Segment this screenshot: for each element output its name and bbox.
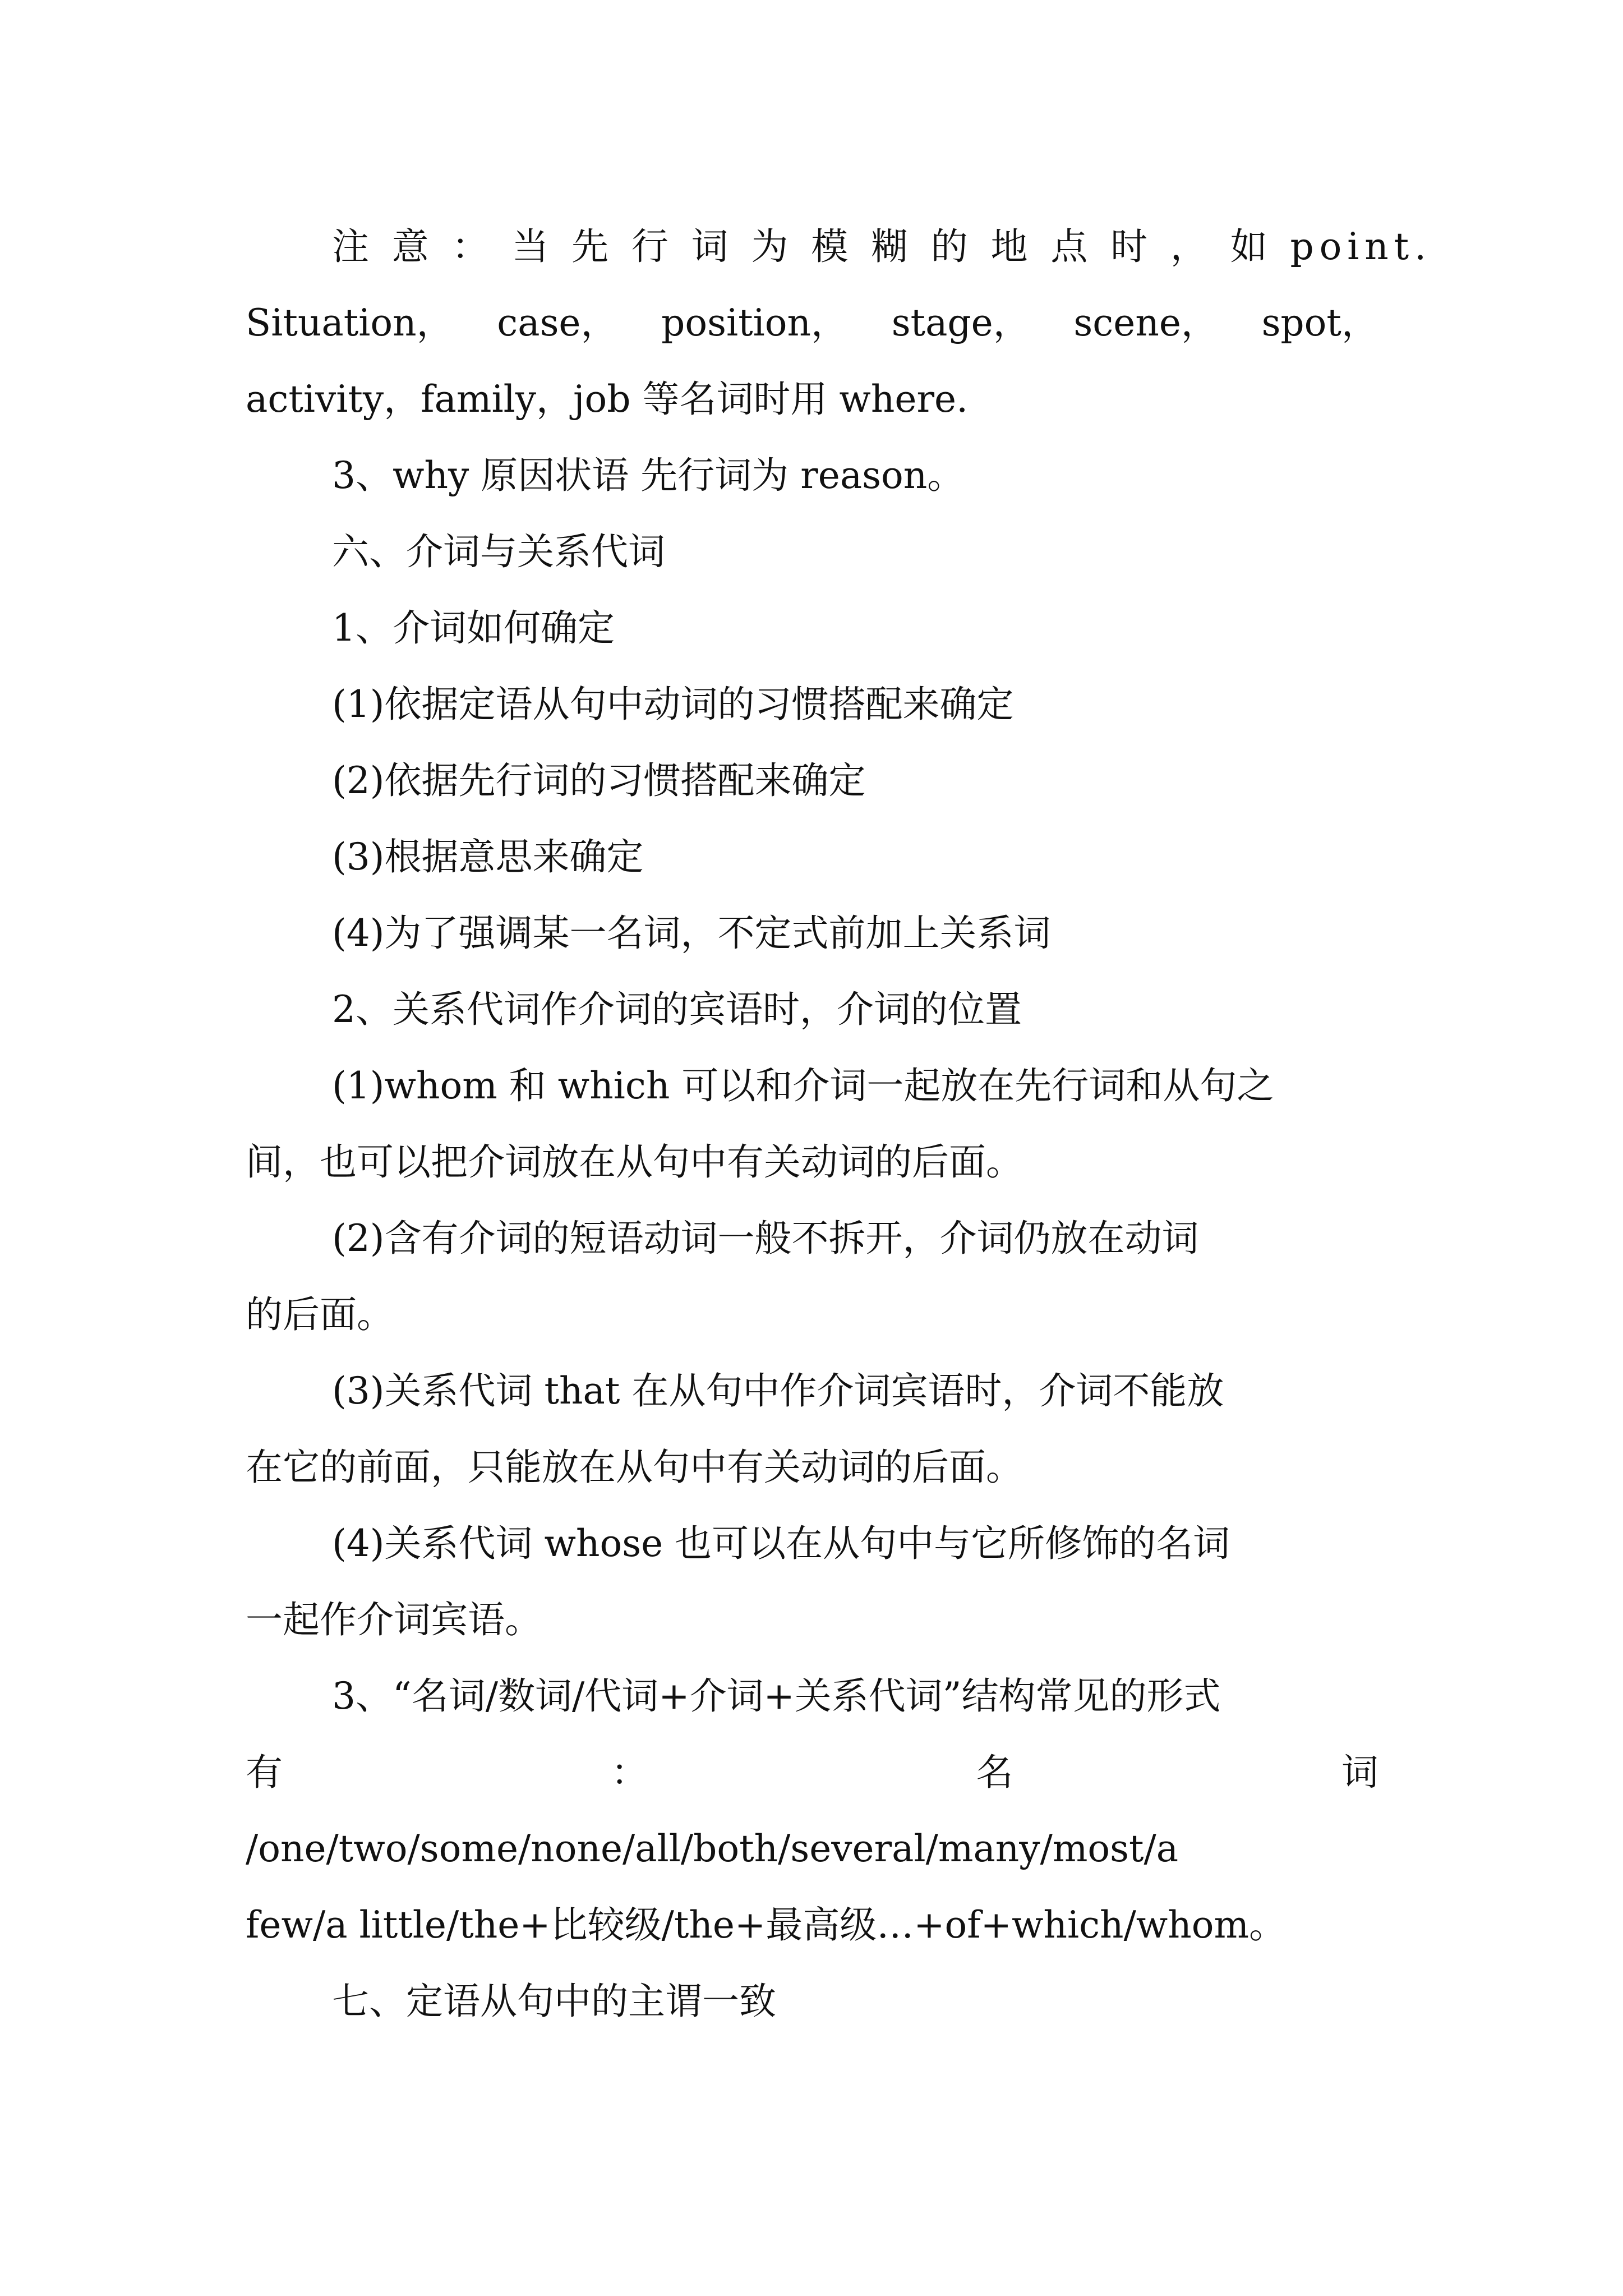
item-2-title: 2、关系代词作介词的宾语时，介词的位置 bbox=[332, 988, 1022, 1031]
item-1-2: (2)依据先行词的习惯搭配来确定 bbox=[332, 759, 866, 802]
item-1-3: (3)根据意思来确定 bbox=[332, 835, 644, 878]
note-word: position， bbox=[661, 301, 849, 344]
item-2-4-line-a: (4)关系代词 whose 也可以在从句中与它所修饰的名词 bbox=[332, 1522, 1230, 1565]
item-3-line-b bbox=[246, 1734, 1378, 1811]
note-line-2 bbox=[246, 285, 1378, 361]
item-3-word: ： bbox=[611, 1751, 648, 1794]
item-2-1-line-b: 间，也可以把介词放在从句中有关动词的后面。 bbox=[246, 1140, 1023, 1184]
item-1-title: 1、介词如何确定 bbox=[332, 606, 615, 650]
note-word: spot， bbox=[1261, 301, 1378, 344]
section-6-title: 六、介词与关系代词 bbox=[332, 530, 665, 573]
document-body bbox=[246, 209, 1432, 2040]
item-2-3-line-a: (3)关系代词 that 在从句中作介词宾语时，介词不能放 bbox=[332, 1369, 1224, 1412]
item-3-line-c: /one/two/some/none/all/both/several/many/most/a bbox=[246, 1827, 1179, 1870]
note-word: stage， bbox=[891, 301, 1030, 344]
item-1-4: (4)为了强调某一名词，不定式前加上关系词 bbox=[332, 912, 1051, 955]
note-word: Situation， bbox=[246, 301, 454, 344]
item-3-line-d: few/a little/the+比较级/the+最高级…+of+which/whom。 bbox=[246, 1903, 1287, 1947]
note-word: scene， bbox=[1073, 301, 1218, 344]
note-word: case， bbox=[497, 301, 618, 344]
note-line-3: activity，family，job 等名词时用 where. bbox=[246, 378, 969, 421]
why-line: 3、why 原因状语 先行词为 reason。 bbox=[332, 454, 965, 497]
item-1-1: (1)依据定语从句中动词的习惯搭配来确定 bbox=[332, 683, 1014, 726]
item-2-1-line-a: (1)whom 和 which 可以和介词一起放在先行词和从句之 bbox=[332, 1064, 1274, 1107]
item-3-word: 词 bbox=[1341, 1751, 1378, 1794]
note-line-1: 注 意 ： 当 先 行 词 为 模 糊 的 地 点 时 ， 如 point. bbox=[332, 225, 1432, 268]
item-3-word: 有 bbox=[246, 1751, 283, 1794]
item-2-4-line-b: 一起作介词宾语。 bbox=[246, 1598, 542, 1641]
item-3-word: 名 bbox=[976, 1751, 1013, 1794]
section-7-title: 七、定语从句中的主谓一致 bbox=[332, 1980, 776, 2023]
item-2-3-line-b: 在它的前面，只能放在从句中有关动词的后面。 bbox=[246, 1446, 1023, 1489]
item-3-line-a: 3、“名词/数词/代词+介词+关系代词”结构常见的形式 bbox=[332, 1674, 1221, 1718]
item-2-2-line-b: 的后面。 bbox=[246, 1293, 394, 1336]
item-2-2-line-a: (2)含有介词的短语动词一般不拆开，介词仍放在动词 bbox=[332, 1217, 1199, 1260]
